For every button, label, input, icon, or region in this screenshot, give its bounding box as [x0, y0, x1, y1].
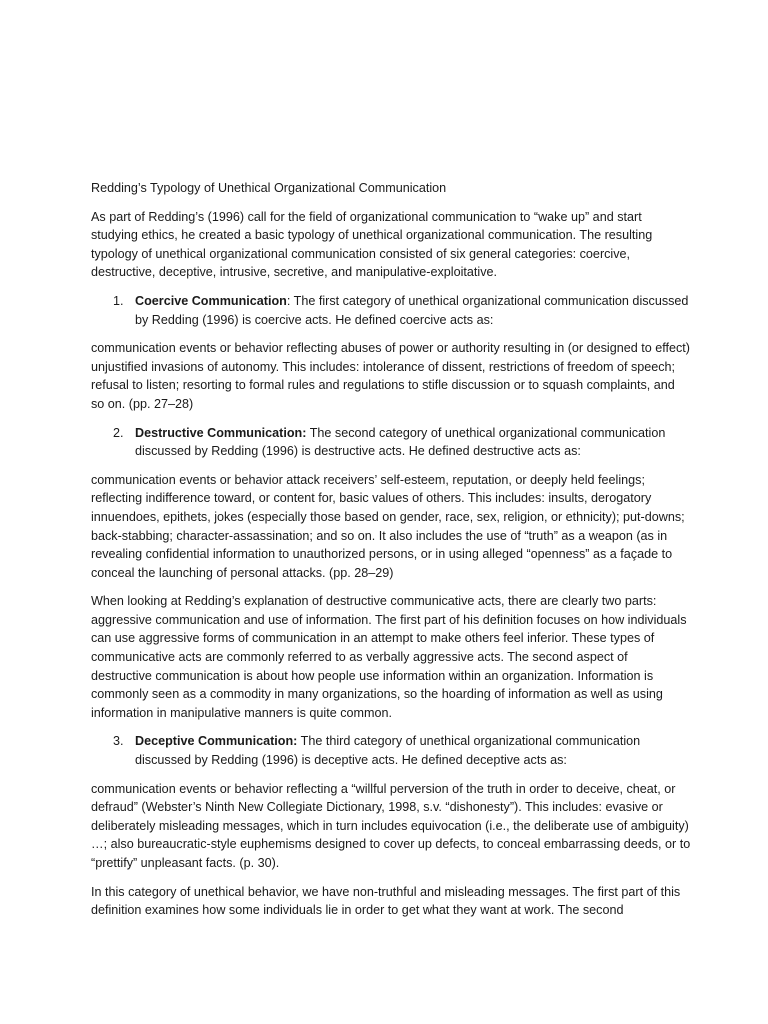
list-item-destructive: [91, 424, 691, 461]
list-heading: Destructive Communication:: [135, 425, 307, 440]
list-text: : The first category of unethical organizational communication discussed by Redding (1996) is coercive acts. He defined coercive acts as:: [135, 293, 689, 327]
paragraph-destructive: When looking at Redding’s explanation of destructive communicative acts, there are clearly two parts: aggressive communication and use of information. The first part of his definition focuses on how individuals can use aggressive forms of communication in an attempt to make others feel inferior. These types of communicative acts are commonly referred to as verbally aggressive acts. The second aspect of destructive communication is about how people use information within an organization. Information is commonly seen as a commodity in many organizations, so the hoarding of information as well as using information in manipulative manners is quite common.: [91, 594, 687, 720]
paragraph-deceptive: In this category of unethical behavior, we have non-truthful and misleading messages. The first part of this definition examines how some individuals lie in order to get what they want at work. The second: [91, 884, 681, 918]
list-heading: Deceptive Communication:: [135, 734, 298, 749]
list-text: The second category of unethical organizational communication discussed by Redding (1996) is destructive acts. He defined destructive acts as:: [135, 425, 666, 459]
quote-destructive: communication events or behavior attack receivers’ self-esteem, reputation, or deeply held feelings; reflecting indifference toward, or content for, basic values of others. This includes: insults, derogatory innuendoes, epithets, jokes (especially those based on gender, race, sex, religion, or ethnicity); put-downs; back-stabbing; character-assassination; and so on. It also includes the use of “truth” as a weapon (as in revealing confidential information to unauthorized persons, or in using alleged “openness” as a façade to conceal the launching of personal attacks. (pp. 28–29): [91, 472, 685, 580]
list-number: 1.: [113, 293, 124, 308]
quote-coercive: communication events or behavior reflecting abuses of power or authority resulting in (or designed to effect) unjustified invasions of autonomy. This includes: intolerance of dissent, restrictions of freedom of speech; refusal to listen; resorting to formal rules and regulations to stifle discussion or to squash complaints, and so on. (pp. 27–28): [91, 341, 690, 411]
list-number: 2.: [113, 425, 124, 440]
document-page: [91, 179, 691, 930]
quote-deceptive: communication events or behavior reflecting a “willful perversion of the truth in order to deceive, cheat, or defraud” (Webster’s Ninth New Collegiate Dictionary, 1998, s.v. “dishonesty”). This includes: evasive or deliberately misleading messages, which in turn includes equivocation (i.e., the deliberate use of ambiguity) …; also bureaucratic-style euphemisms designed to cover up defects, to conceal embarrassing deeds, or to “prettify” unpleasant facts. (p. 30).: [91, 781, 691, 870]
document-title: Redding’s Typology of Unethical Organizational Communication: [91, 181, 447, 195]
list-heading: Coercive Communication: [135, 293, 287, 308]
list-text: The third category of unethical organizational communication discussed by Redding (1996) is deceptive acts. He defined deceptive acts as:: [135, 734, 641, 768]
intro-paragraph: As part of Redding’s (1996) call for the field of organizational communication to “wake up” and start studying ethics, he created a basic typology of unethical organizational communication. The resulting typology of unethical organizational communication consisted of six general categories: coercive, destructive, deceptive, intrusive, secretive, and manipulative-exploitative.: [91, 209, 653, 280]
list-item-coercive: [91, 292, 691, 329]
list-number: 3.: [113, 734, 124, 749]
list-item-deceptive: [91, 732, 691, 769]
